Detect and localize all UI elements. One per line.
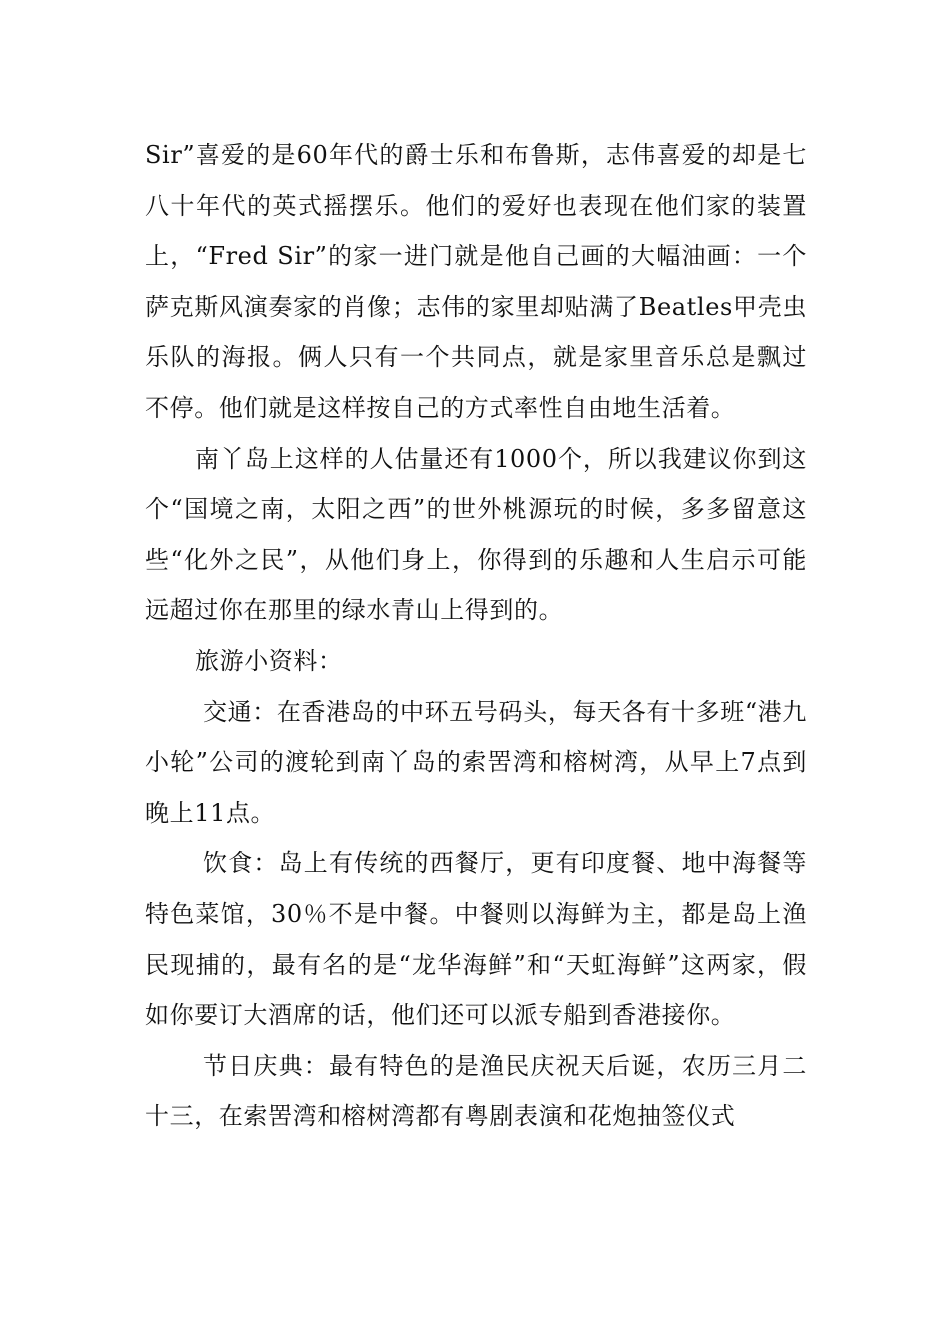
paragraph-festival: 节日庆典：最有特色的是渔民庆祝天后诞，农历三月二十三，在索罟湾和榕树湾都有粤剧表演和花炮抽签仪式 (145, 1051, 807, 1131)
article-body (145, 130, 807, 1142)
paragraph-travel-info-heading: 旅游小资料： (195, 646, 343, 675)
paragraph-recommendation: 南丫岛上这样的人估量还有1000个，所以我建议你到这个“国境之南，太阳之西”的世外桃源玩的时候，多多留意这些“化外之民”，从他们身上，你得到的乐趣和人生启示可能远超过你在那里的绿水青山上得到的。 (145, 444, 807, 625)
paragraph-residents-music: Sir”喜爱的是60年代的爵士乐和布鲁斯，志伟喜爱的却是七八十年代的英式摇摆乐。他们的爱好也表现在他们家的装置上，“Fred Sir”的家一进门就是他自己画的大幅油画：一个萨克斯风演奏家的肖像；志伟的家里却贴满了Beatles甲壳虫乐队的海报。俩人只有一个共同点，就是家里音乐总是飘过不停。他们就是这样按自己的方式率性自由地生活着。 (145, 141, 807, 422)
paragraph-food: 饮食：岛上有传统的西餐厅，更有印度餐、地中海餐等特色菜馆，30％不是中餐。中餐则以海鲜为主，都是岛上渔民现捕的，最有名的是“龙华海鲜”和“天虹海鲜”这两家，假如你要订大酒席的话，他们还可以派专船到香港接你。 (145, 849, 807, 1030)
paragraph-transport: 交通：在香港岛的中环五号码头，每天各有十多班“港九小轮”公司的渡轮到南丫岛的索罟湾和榕树湾，从早上7点到晚上11点。 (145, 697, 807, 827)
